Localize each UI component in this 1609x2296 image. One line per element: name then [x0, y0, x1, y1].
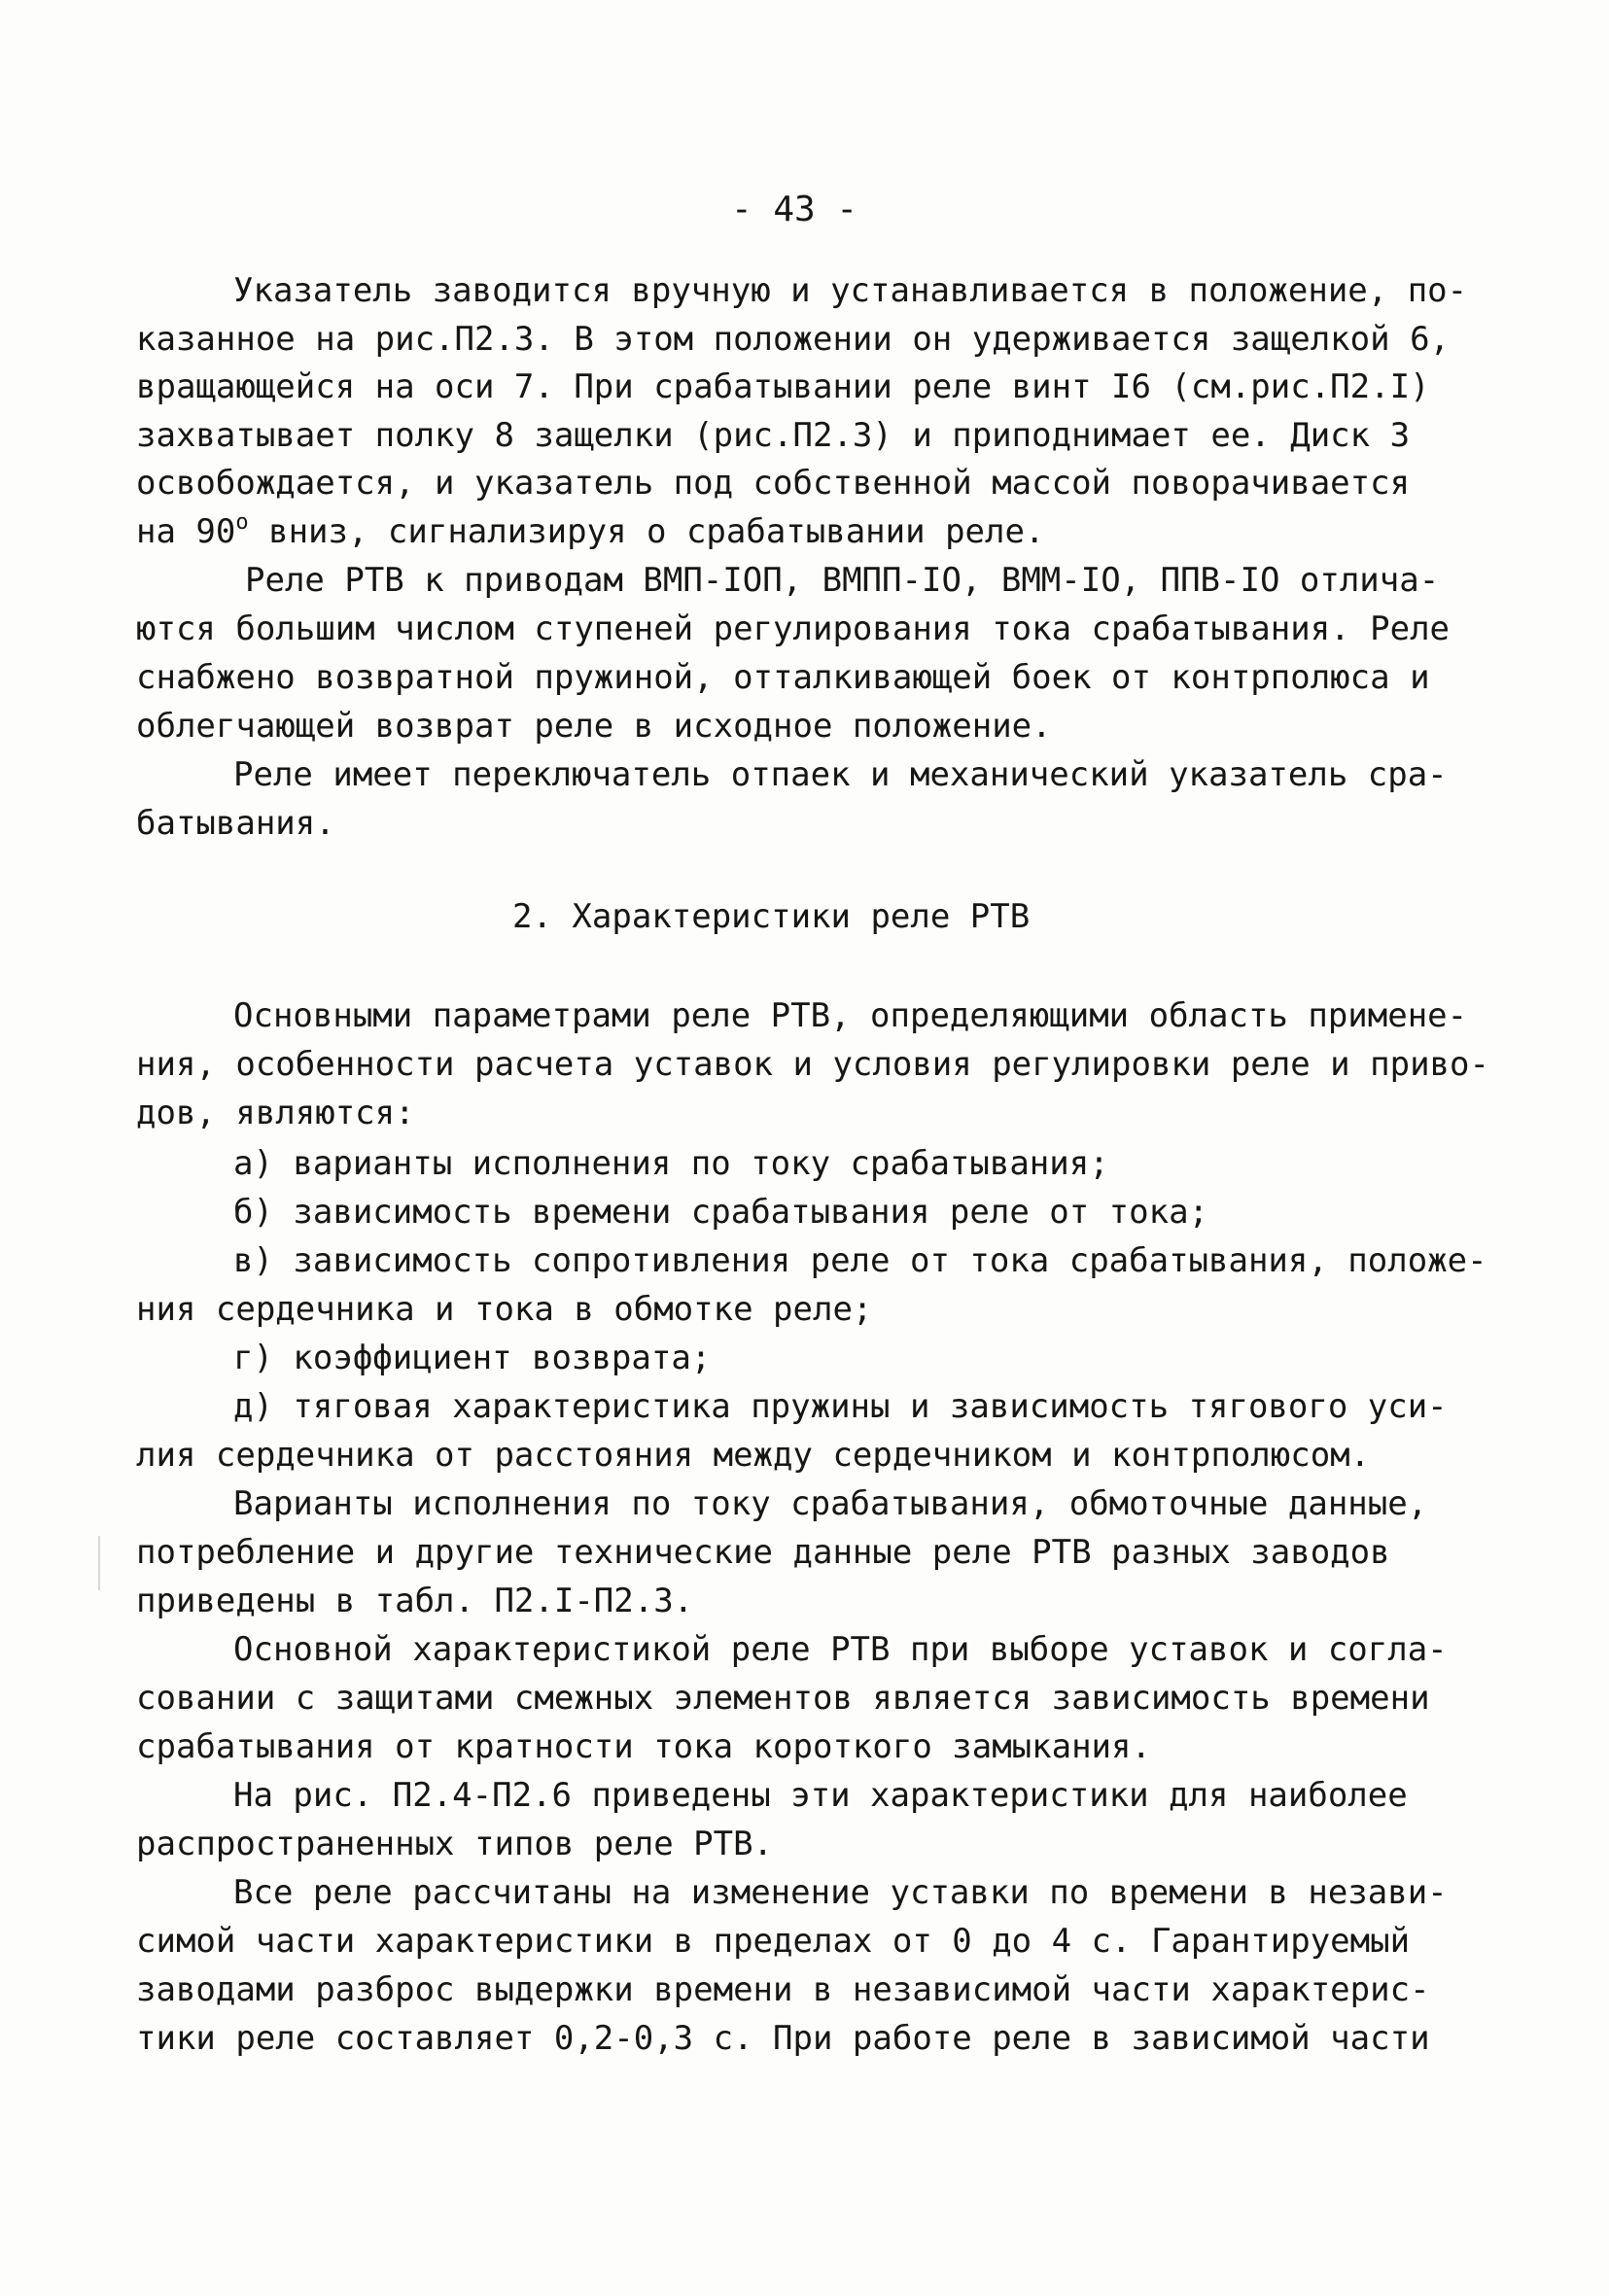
text-line: распространенных типов реле РТВ. [136, 1825, 774, 1863]
text-line: срабатывания от кратности тока короткого замыкания. [136, 1727, 1151, 1766]
text-line: ются большим числом ступеней регулирования тока срабатывания. Реле [136, 609, 1451, 648]
degree-superscript: о [235, 510, 249, 535]
text-line: совании с защитами смежных элементов является зависимость времени [136, 1679, 1430, 1718]
list-item: д) тяговая характеристика пружины и зависимость тягового уси- [233, 1387, 1448, 1426]
text-line: Все реле рассчитаны на изменение уставки по времени в незави- [233, 1873, 1448, 1912]
text-line: заводами разброс выдержки времени в независимой части характерис- [136, 1970, 1430, 2009]
page-number: - 43 - [731, 190, 858, 229]
text-line: на $90^о$ вниз, сигнализируя о срабатывании реле. [136, 510, 1045, 551]
text-line: Реле РТВ к приводам ВМП-IОП, ВМПП-IО, ВММ-IО, ППВ-IО отлича- [245, 561, 1440, 600]
text-line: Основными параметрами реле РТВ, определяющими область примене- [233, 996, 1468, 1035]
list-item-continuation: ния сердечника и тока в обмотке реле; [136, 1290, 873, 1329]
text-line: симой части характеристики в пределах от 0 до 4 с. Гарантируемый [136, 1922, 1411, 1961]
list-item: г) коэффициент возврата; [233, 1339, 712, 1377]
list-item: в) зависимость сопротивления реле от тока срабатывания, положе- [233, 1241, 1487, 1280]
text-line: снабжено возвратной пружиной, отталкивающей боек от контрполюса и [136, 658, 1430, 697]
text-line: Основной характеристикой реле РТВ при выборе уставок и согла- [233, 1630, 1448, 1669]
text-line: облегчающей возврат реле в исходное положение. [136, 707, 1052, 746]
list-item-continuation: лия сердечника от расстояния между сердечником и контрполюсом. [136, 1436, 1371, 1475]
text-line: Варианты исполнения по току срабатывания, обмоточные данные, [233, 1484, 1428, 1523]
list-item: б) зависимость времени срабатывания реле от тока; [233, 1193, 1209, 1232]
text-line: Указатель заводится вручную и устанавливается в положение, по- [233, 271, 1468, 310]
text-line: потребление и другие технические данные реле РТВ разных заводов [136, 1533, 1390, 1572]
text-line: вращающейся на оси 7. При срабатывании реле винт I6 (см.рис.П2.I) [136, 367, 1430, 406]
text-line: захватывает полку 8 защелки (рис.П2.3) и приподнимает ее. Диск 3 [136, 416, 1411, 455]
text-line: тики реле составляет 0,2-0,3 с. При работе реле в зависимой части [136, 2019, 1430, 2058]
list-item: а) варианты исполнения по току срабатывания; [233, 1144, 1109, 1183]
scan-margin-mark [98, 1536, 100, 1590]
section-title: 2. Характеристики реле РТВ [512, 897, 1031, 936]
text-line: дов, являются: [136, 1094, 415, 1132]
text-line: батывания. [136, 804, 335, 843]
text-line: казанное на рис.П2.3. В этом положении он удерживается защелкой 6, [136, 320, 1451, 359]
text-line: приведены в табл. П2.I-П2.3. [136, 1582, 694, 1620]
text-line: На рис. П2.4-П2.6 приведены эти характеристики для наиболее [233, 1776, 1408, 1815]
text-line: освобождается, и указатель под собственной массой поворачивается [136, 464, 1411, 503]
text-line: ния, особенности расчета уставок и условия регулировки реле и приво- [136, 1045, 1489, 1084]
text-line: Реле имеет переключатель отпаек и механический указатель сра- [233, 755, 1448, 794]
